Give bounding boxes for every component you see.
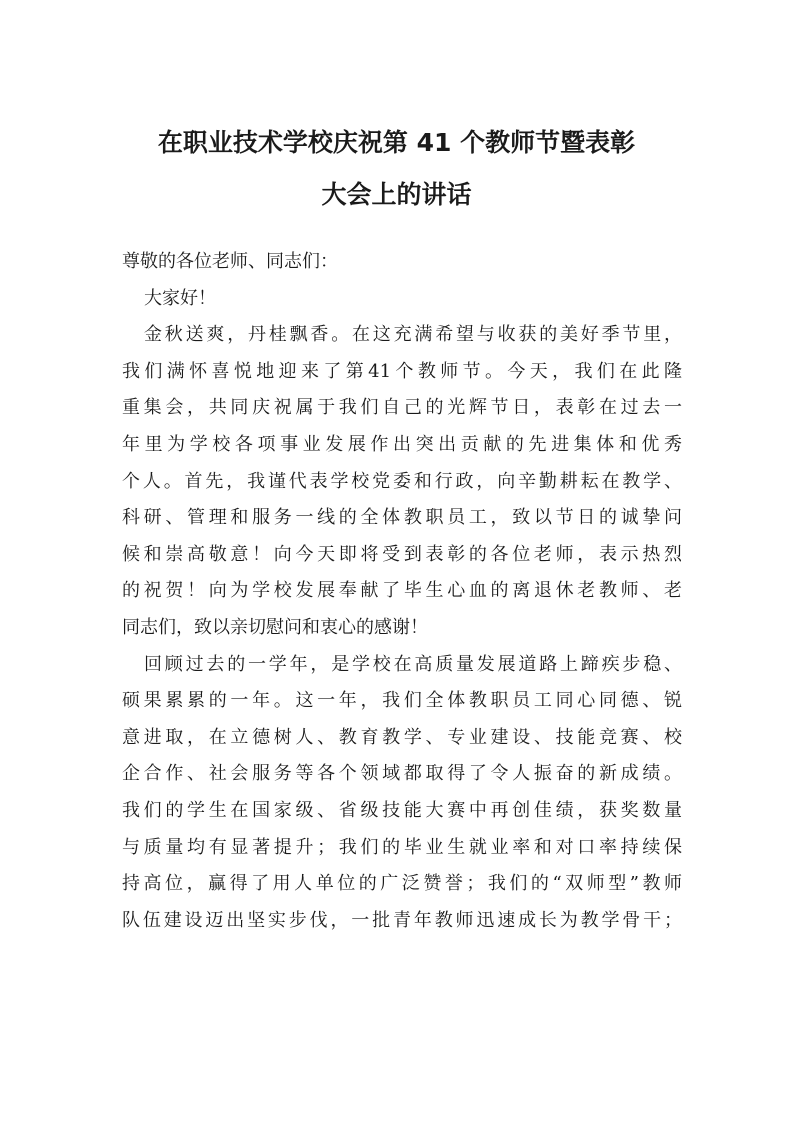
document-body	[122, 244, 682, 939]
salutation: 尊敬的各位老师、同志们：	[122, 251, 338, 272]
body-line: 我们的学生在国家级、省级技能大赛中再创佳绩，获奖数量	[122, 799, 682, 821]
body-line: 回顾过去的一学年，是学校在高质量发展道路上蹄疾步稳、	[144, 653, 682, 675]
body-line: 与质量均有显著提升；我们的毕业生就业率和对口率持续保	[122, 836, 682, 858]
body-line: 企合作、社会服务等各个领域都取得了令人振奋的新成绩。	[122, 763, 682, 785]
body-line: 个人。首先，我谨代表学校党委和行政，向辛勤耕耘在教学、	[122, 470, 682, 492]
body-line: 科研、管理和服务一线的全体教职员工，致以节日的诚挚问	[122, 507, 682, 529]
body-line: 硕果累累的一年。这一年，我们全体教职员工同心同德、锐	[122, 690, 682, 712]
body-line: 重集会，共同庆祝属于我们自己的光辉节日，表彰在过去一	[122, 397, 682, 419]
document-title-line-1: 在职业技术学校庆祝第 41 个教师节暨表彰	[157, 128, 636, 157]
body-line: 意进取，在立德树人、教育教学、专业建设、技能竞赛、校	[122, 726, 682, 748]
body-line: 同志们，致以亲切慰问和衷心的感谢！	[122, 616, 428, 638]
body-line: 的祝贺！向为学校发展奉献了毕生心血的离退休老教师、老	[122, 580, 682, 602]
body-line: 金秋送爽，丹桂飘香。在这充满希望与收获的美好季节里，	[144, 324, 682, 346]
greeting: 大家好！	[144, 287, 216, 309]
body-line: 队伍建设迈出坚实步伐，一批青年教师迅速成长为教学骨干；	[122, 909, 682, 931]
body-line: 我们满怀喜悦地迎来了第41个教师节。今天，我们在此隆	[122, 360, 682, 382]
body-line: 持高位，赢得了用人单位的广泛赞誉；我们的“双师型”教师	[122, 873, 682, 895]
body-line: 年里为学校各项事业发展作出突出贡献的先进集体和优秀	[122, 433, 682, 455]
body-line: 候和崇高敬意！向今天即将受到表彰的各位老师，表示热烈	[122, 543, 682, 565]
document-title-line-2: 大会上的讲话	[321, 180, 472, 209]
